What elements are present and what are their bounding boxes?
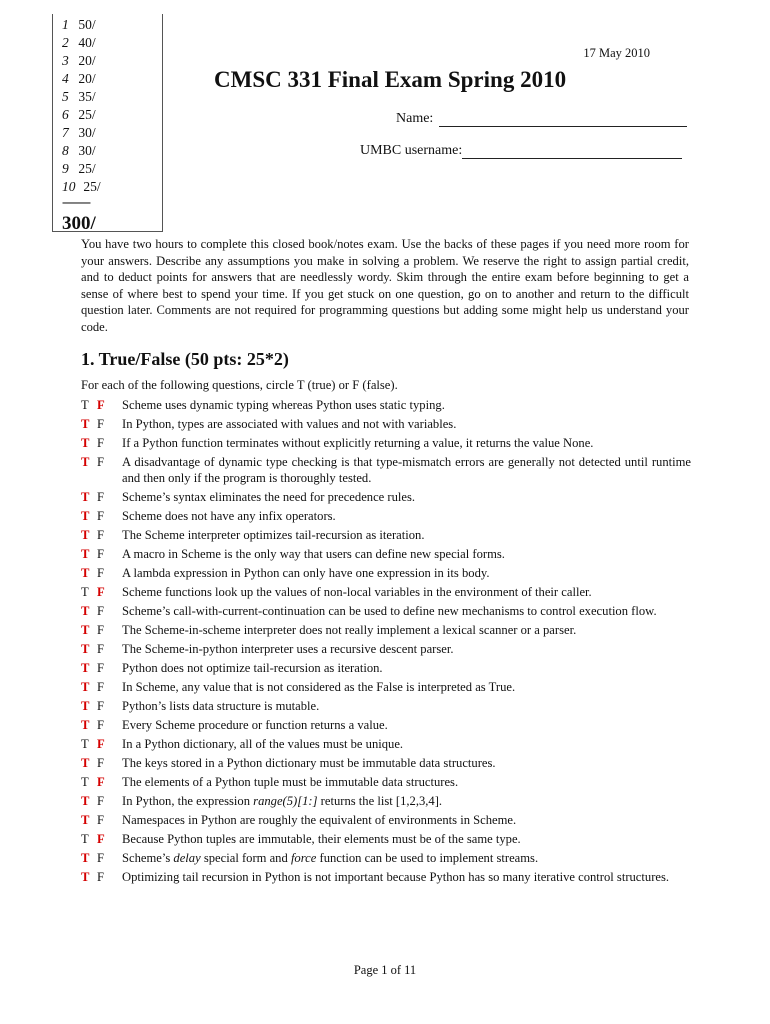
true-option[interactable]: T xyxy=(81,870,90,884)
false-option[interactable]: F xyxy=(97,642,105,656)
question-text xyxy=(122,831,691,847)
question-number: 5 xyxy=(62,89,69,104)
tf-question xyxy=(81,489,691,505)
question-points: 50/ xyxy=(78,17,96,32)
tf-question xyxy=(81,850,691,866)
false-option[interactable]: F xyxy=(97,490,105,504)
question-text-fragment: In a Python dictionary, all of the values must be unique. xyxy=(122,737,404,751)
true-option[interactable]: T xyxy=(81,775,89,789)
question-text-fragment: special form and xyxy=(200,851,291,865)
question-text-fragment: In Python, types are associated with values and not with variables. xyxy=(122,417,457,431)
tf-question xyxy=(81,584,691,600)
question-text xyxy=(122,850,691,866)
tf-question xyxy=(81,565,691,581)
score-row xyxy=(62,124,162,142)
true-option[interactable]: T xyxy=(81,547,90,561)
true-option[interactable]: T xyxy=(81,756,90,770)
question-text-fragment: Namespaces in Python are roughly the equivalent of environments in Scheme. xyxy=(122,813,517,827)
tf-question xyxy=(81,793,691,809)
question-text-fragment: In Scheme, any value that is not considered as the False is interpreted as True. xyxy=(122,680,516,694)
tf-question xyxy=(81,698,691,714)
question-number: 1 xyxy=(62,17,69,32)
question-text xyxy=(122,717,691,733)
question-code-fragment: force xyxy=(290,851,317,865)
tf-question xyxy=(81,397,691,413)
false-option[interactable]: F xyxy=(97,737,105,751)
section-instructions: For each of the following questions, circle T (true) or F (false). xyxy=(81,378,398,392)
tf-question xyxy=(81,527,691,543)
question-text-fragment: Scheme’s syntax eliminates the need for precedence rules. xyxy=(122,490,416,504)
question-text xyxy=(122,812,691,828)
false-option[interactable]: F xyxy=(97,566,105,580)
question-text xyxy=(122,397,691,413)
tf-question xyxy=(81,641,691,657)
question-text-fragment: The elements of a Python tuple must be immutable data structures. xyxy=(122,775,459,789)
false-option[interactable]: F xyxy=(97,775,105,789)
intro-paragraph: You have two hours to complete this closed book/notes exam. Use the backs of these pages if you need more room for your answers. Describe any assumptions you make in solving a problem. We reserve the right to assign partial credit, and to deduct points for answers that are needlessly wordy. Skim through the entire exam before beginning to get a sense of where best to spend your time. If you get stuck on one question, go on to another and return to the difficult question later. Comments are not required for programming questions but adding some might help us understand your code. xyxy=(81,237,689,334)
false-option[interactable]: F xyxy=(97,417,105,431)
question-text-fragment: A lambda expression in Python can only have one expression in its body. xyxy=(122,566,490,580)
question-number: 8 xyxy=(62,143,69,158)
tf-question xyxy=(81,679,691,695)
tf-question xyxy=(81,831,691,847)
question-text xyxy=(122,793,691,809)
question-code-fragment: range(5)[1:] xyxy=(253,794,318,808)
question-text-fragment: Python’s lists data structure is mutable. xyxy=(122,699,320,713)
score-box xyxy=(52,14,163,232)
tf-question xyxy=(81,603,691,619)
question-text xyxy=(122,660,691,676)
question-text-fragment: In Python, the expression xyxy=(122,794,254,808)
false-option[interactable]: F xyxy=(97,718,105,732)
question-points: 35/ xyxy=(78,89,96,104)
tf-question xyxy=(81,869,691,885)
question-text-fragment: Optimizing tail recursion in Python is not important because Python has so many iterative control structures. xyxy=(122,870,670,884)
false-option[interactable]: F xyxy=(97,832,105,846)
question-text-fragment: Python does not optimize tail-recursion as iteration. xyxy=(122,661,383,675)
question-number: 6 xyxy=(62,107,69,122)
question-text-fragment: function can be used to implement streams. xyxy=(316,851,539,865)
false-option[interactable]: F xyxy=(97,794,105,808)
question-text-fragment: Scheme functions look up the values of non-local variables in the environment of their caller. xyxy=(122,585,592,599)
question-points: 30/ xyxy=(78,143,96,158)
question-points: 20/ xyxy=(78,53,96,68)
question-text xyxy=(122,679,691,695)
false-option[interactable]: F xyxy=(97,680,105,694)
question-text-fragment: If a Python function terminates without explicitly returning a value, it returns the value None. xyxy=(122,436,594,450)
false-option[interactable]: F xyxy=(97,528,105,542)
true-option[interactable]: T xyxy=(81,832,89,846)
tf-question xyxy=(81,717,691,733)
false-option[interactable]: F xyxy=(97,585,105,599)
tf-question xyxy=(81,622,691,638)
tf-question xyxy=(81,416,691,432)
section-title: 1. True/False (50 pts: 25*2) xyxy=(81,349,289,369)
true-option[interactable]: T xyxy=(81,680,90,694)
question-points: 25/ xyxy=(83,179,101,194)
question-text-fragment: A macro in Scheme is the only way that users can define new special forms. xyxy=(122,547,505,561)
true-option[interactable]: T xyxy=(81,623,90,637)
question-text xyxy=(122,435,691,451)
question-text-fragment: Every Scheme procedure or function returns a value. xyxy=(122,718,388,732)
name-label: Name: xyxy=(396,111,434,126)
true-false-list xyxy=(81,397,691,888)
question-number: 4 xyxy=(62,71,69,86)
false-option[interactable]: F xyxy=(97,509,105,523)
question-text xyxy=(122,546,691,562)
true-option[interactable]: T xyxy=(81,455,90,469)
tf-question xyxy=(81,660,691,676)
false-option[interactable]: F xyxy=(97,436,105,450)
true-option[interactable]: T xyxy=(81,851,90,865)
question-text-fragment: Scheme does not have any infix operators. xyxy=(122,509,336,523)
question-text xyxy=(122,508,691,524)
question-text-fragment: Scheme uses dynamic typing whereas Python uses static typing. xyxy=(122,398,445,412)
question-text-fragment: The Scheme-in-scheme interpreter does not really implement a lexical scanner or a parser. xyxy=(122,623,577,637)
true-option[interactable]: T xyxy=(81,585,89,599)
question-number: 10 xyxy=(62,179,76,194)
true-option[interactable]: T xyxy=(81,813,90,827)
question-text xyxy=(122,755,691,771)
true-option[interactable]: T xyxy=(81,699,90,713)
true-option[interactable]: T xyxy=(81,398,89,412)
true-option[interactable]: T xyxy=(81,604,90,618)
false-option[interactable]: F xyxy=(97,547,105,561)
question-text-fragment: The Scheme-in-python interpreter uses a recursive descent parser. xyxy=(122,642,454,656)
false-option[interactable]: F xyxy=(97,604,105,618)
true-option[interactable]: T xyxy=(81,794,90,808)
false-option[interactable]: F xyxy=(97,455,105,469)
question-points: 30/ xyxy=(78,125,96,140)
score-row xyxy=(62,88,162,106)
question-text xyxy=(122,527,691,543)
question-text xyxy=(122,584,691,600)
true-option[interactable]: T xyxy=(81,737,89,751)
tf-question xyxy=(81,755,691,771)
true-option[interactable]: T xyxy=(81,490,90,504)
page-number: Page 1 of 11 xyxy=(353,963,417,977)
score-row xyxy=(62,142,162,160)
score-row xyxy=(62,106,162,124)
score-row xyxy=(62,160,162,178)
name-blank-line[interactable] xyxy=(439,112,687,127)
tf-question xyxy=(81,546,691,562)
score-separator: -------- xyxy=(62,194,90,209)
question-text xyxy=(122,603,691,619)
question-points: 20/ xyxy=(78,71,96,86)
question-text xyxy=(122,774,691,790)
question-text-fragment: returns the list [1,2,3,4]. xyxy=(317,794,443,808)
question-points: 25/ xyxy=(78,107,96,122)
false-option[interactable]: F xyxy=(97,756,105,770)
question-number: 7 xyxy=(62,125,69,140)
score-row xyxy=(62,70,162,88)
false-option[interactable]: F xyxy=(97,623,105,637)
question-text xyxy=(122,698,691,714)
false-option[interactable]: F xyxy=(97,699,105,713)
question-text-fragment: A disadvantage of dynamic type checking is that type-mismatch errors are generally not detected until runtime and then only if the program is thoroughly tested. xyxy=(122,455,691,485)
question-text xyxy=(122,565,691,581)
true-option[interactable]: T xyxy=(81,642,90,656)
username-label: UMBC username: xyxy=(360,143,463,158)
score-total: 300/ xyxy=(62,213,96,234)
question-text-fragment: The Scheme interpreter optimizes tail-recursion as iteration. xyxy=(122,528,425,542)
tf-question xyxy=(81,435,691,451)
question-text-fragment: The keys stored in a Python dictionary must be immutable data structures. xyxy=(122,756,496,770)
question-points: 40/ xyxy=(78,35,96,50)
tf-question xyxy=(81,736,691,752)
question-text-fragment: Because Python tuples are immutable, their elements must be of the same type. xyxy=(122,832,521,846)
tf-question xyxy=(81,454,691,486)
true-option[interactable]: T xyxy=(81,718,90,732)
question-text xyxy=(122,641,691,657)
tf-question xyxy=(81,774,691,790)
false-option[interactable]: F xyxy=(97,813,105,827)
question-text xyxy=(122,736,691,752)
true-option[interactable]: T xyxy=(81,661,90,675)
tf-question xyxy=(81,508,691,524)
true-option[interactable]: T xyxy=(81,417,90,431)
exam-date: 17 May 2010 xyxy=(583,46,650,60)
question-code-fragment: delay xyxy=(173,851,201,865)
false-option[interactable]: F xyxy=(97,398,105,412)
question-text xyxy=(122,489,691,505)
question-text xyxy=(122,416,691,432)
score-row xyxy=(62,34,162,52)
question-number: 3 xyxy=(62,53,69,68)
question-text-fragment: Scheme’s call-with-current-continuation can be used to define new mechanisms to control execution flow. xyxy=(122,604,657,618)
true-option[interactable]: T xyxy=(81,436,90,450)
name-field[interactable] xyxy=(396,111,687,127)
question-text xyxy=(122,454,691,486)
false-option[interactable]: F xyxy=(97,661,105,675)
username-field[interactable] xyxy=(360,143,682,159)
false-option[interactable]: F xyxy=(97,870,105,884)
false-option[interactable]: F xyxy=(97,851,105,865)
question-points: 25/ xyxy=(78,161,96,176)
username-blank-line[interactable] xyxy=(462,144,682,159)
true-option[interactable]: T xyxy=(81,509,90,523)
question-text xyxy=(122,869,691,885)
question-number: 9 xyxy=(62,161,69,176)
true-option[interactable]: T xyxy=(81,528,90,542)
tf-question xyxy=(81,812,691,828)
question-text xyxy=(122,622,691,638)
score-row xyxy=(62,16,162,34)
question-text-fragment: Scheme’s xyxy=(122,851,174,865)
page-title: CMSC 331 Final Exam Spring 2010 xyxy=(214,67,567,92)
score-row xyxy=(62,52,162,70)
true-option[interactable]: T xyxy=(81,566,90,580)
question-number: 2 xyxy=(62,35,69,50)
